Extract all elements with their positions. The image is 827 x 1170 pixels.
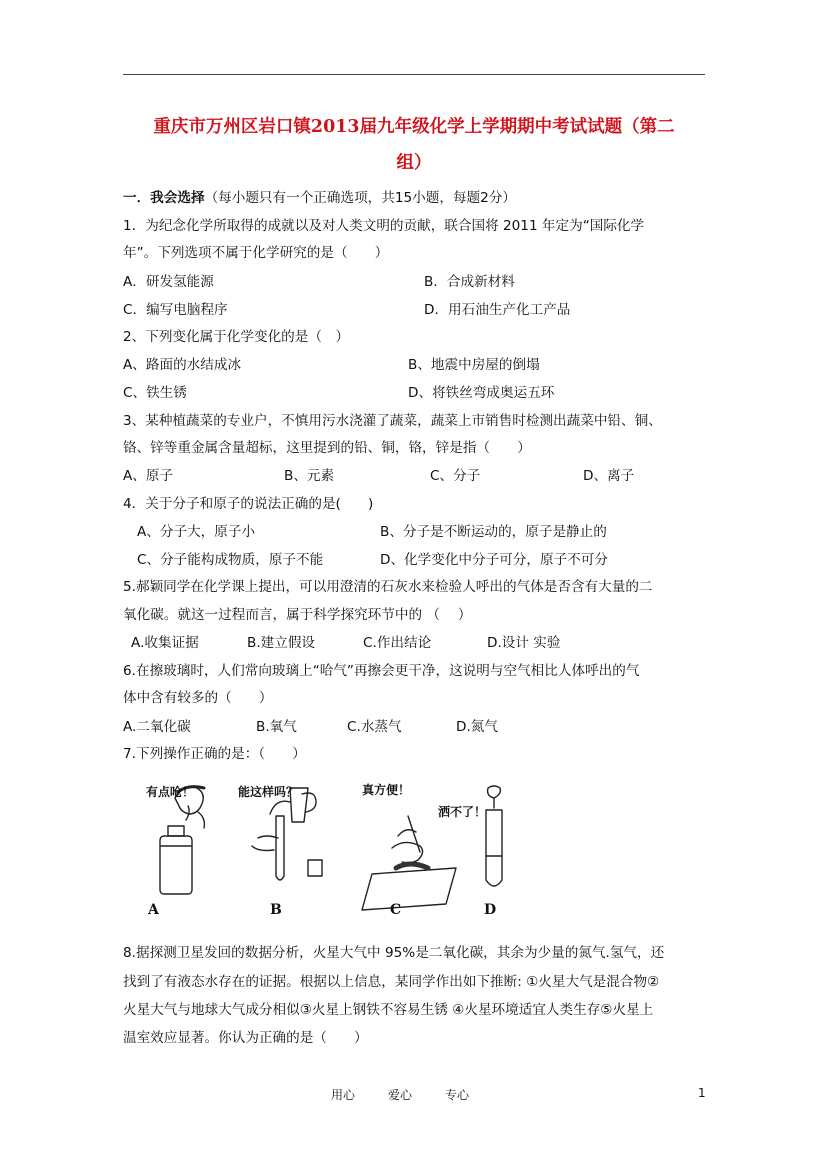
q5-line-2: 氧化碳。就这一过程而言，属于科学探究环节中的 （ ）	[123, 607, 472, 623]
q2-option-c: C、铁生锈	[123, 385, 187, 401]
q5-option-d: D.设计 实验	[487, 635, 561, 651]
q8-line-3: 火星大气与地球大气成分相似③火星上钢铁不容易生锈 ④火星环境适宜人类生存⑤火星上	[123, 1002, 654, 1018]
header-rule	[123, 74, 705, 75]
figure-a-caption: 有点呛！	[146, 785, 195, 799]
q8-line-2: 找到了有液态水存在的证据。根据以上信息，某同学作出如下推断: ①火星大气是混合物②	[123, 974, 660, 990]
q6-option-a: A.二氧化碳	[123, 719, 191, 735]
q3-option-b: B、元素	[284, 468, 335, 484]
q6-option-d: D.氮气	[456, 719, 498, 735]
page-number: 1	[698, 1086, 706, 1100]
figure-b-caption: 能这样吗？	[238, 785, 299, 799]
section-title: 一．我会选择	[123, 190, 205, 206]
doc-title-line-1: 重庆市万州区岩口镇2013届九年级化学上学期期中考试试题（第二	[153, 117, 675, 137]
q4-option-a: A、分子大，原子小	[137, 524, 256, 540]
q1-option-c: C．编写电脑程序	[123, 302, 228, 318]
section-note: （每小题只有一个正确选项，共15小题，每题2分）	[204, 190, 516, 206]
q2-line-1: 2、下列变化属于化学变化的是（ ）	[123, 329, 350, 345]
figure-label-d: D	[484, 902, 497, 918]
q8-line-1: 8.据探测卫星发回的数据分析，火星大气中 95%是二氧化碳，其余为少量的氮气.氢气，还	[123, 945, 665, 961]
q5-option-a: A.收集证据	[131, 635, 199, 651]
q2-option-d: D、将铁丝弯成奥运五环	[408, 385, 555, 401]
q3-option-c: C、分子	[430, 468, 481, 484]
q1-line-1: 1．为纪念化学所取得的成就以及对人类文明的贡献，联合国将 2011 年定为“国际化学	[123, 218, 645, 234]
figure-d-test-tube	[486, 786, 502, 886]
figure-b-pouring	[252, 788, 322, 880]
q4-option-c: C、分子能构成物质，原子不能	[137, 552, 324, 568]
q7-line-1: 7.下列操作正确的是：（ ）	[123, 746, 306, 762]
q1-line-2: 年”。下列选项不属于化学研究的是（ ）	[123, 245, 389, 261]
footer-item-2: 爱心	[388, 1088, 413, 1102]
q3-option-d: D、离子	[583, 468, 635, 484]
q4-line-1: 4．关于分子和原子的说法正确的是( )	[123, 496, 374, 512]
q5-option-b: B.建立假设	[247, 635, 316, 651]
q3-option-a: A、原子	[123, 468, 174, 484]
q8-line-4: 温室效应显著。你认为正确的是（ ）	[123, 1030, 368, 1046]
q2-option-a: A、路面的水结成冰	[123, 357, 242, 373]
figure-label-b: B	[270, 902, 282, 918]
lab-operations-figure	[140, 776, 515, 921]
q1-option-a: A．研发氢能源	[123, 274, 214, 290]
q4-option-b: B、分子是不断运动的，原子是静止的	[380, 524, 607, 540]
q5-line-1: 5.郝颖同学在化学课上提出，可以用澄清的石灰水来检验人呼出的气体是否含有大量的二	[123, 579, 653, 595]
q1-option-d: D．用石油生产化工产品	[424, 302, 571, 318]
q4-option-d: D、化学变化中分子可分，原子不可分	[380, 552, 608, 568]
q5-option-c: C.作出结论	[363, 635, 432, 651]
q2-option-b: B、地震中房屋的倒塌	[408, 357, 540, 373]
figure-a-person-bottle	[160, 787, 204, 894]
q6-line-1: 6.在擦玻璃时，人们常向玻璃上“哈气”再擦会更干净，这说明与空气相比人体呼出的气	[123, 663, 640, 679]
q3-line-1: 3、某种植蔬菜的专业户，不慎用污水浇灌了蔬菜，蔬菜上市销售时检测出蔬菜中铅、铜、	[123, 413, 662, 429]
figure-label-c: C	[390, 902, 402, 918]
q1-option-b: B．合成新材料	[424, 274, 515, 290]
figure-label-a: A	[148, 902, 159, 918]
q3-line-2: 铬、锌等重金属含量超标，这里提到的铅、铜，铬，锌是指（ ）	[123, 440, 531, 456]
figure-d-caption: 洒不了！	[438, 805, 487, 819]
doc-title-line-2: 组）	[396, 153, 432, 173]
q6-option-c: C.水蒸气	[347, 719, 402, 735]
footer-item-1: 用心	[331, 1088, 356, 1102]
figure-c-weighing	[362, 816, 456, 910]
q6-option-b: B.氧气	[256, 719, 297, 735]
section-heading	[123, 189, 516, 207]
q6-line-2: 体中含有较多的（ ）	[123, 690, 273, 706]
figure-c-caption: 真方便！	[362, 783, 411, 797]
footer-item-3: 专心	[445, 1088, 470, 1102]
